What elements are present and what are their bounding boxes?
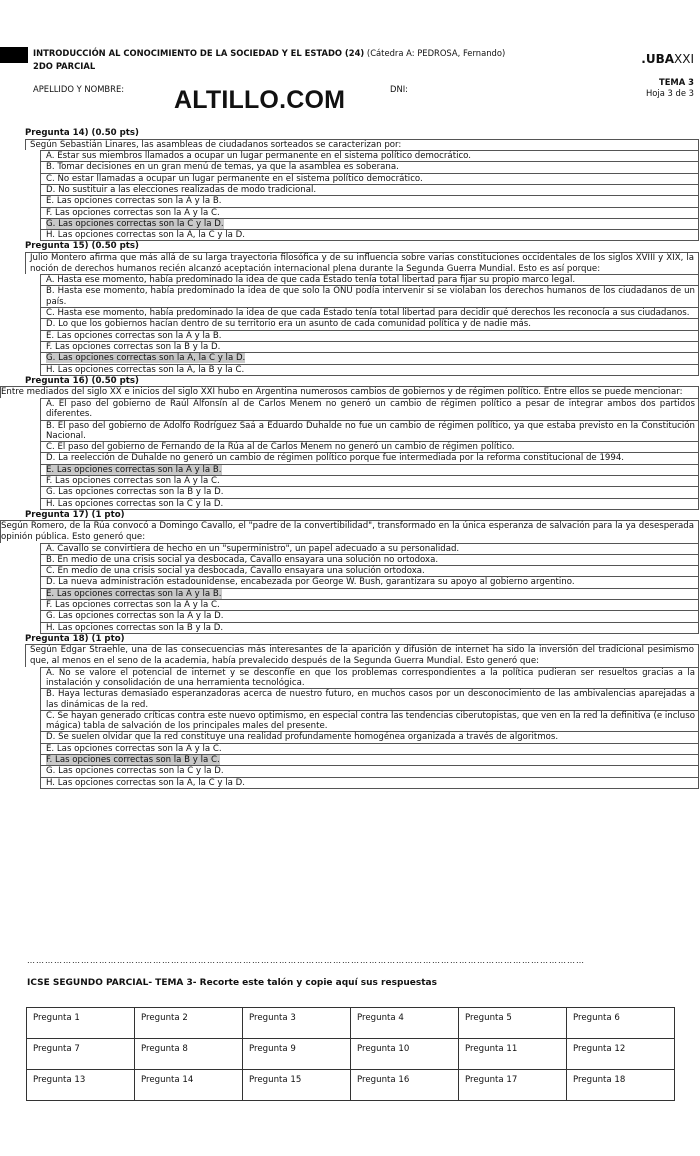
option-row <box>41 710 698 732</box>
option-text: H. Las opciones correctas son la C y la D. <box>46 498 224 509</box>
option-text: B. En medio de una crisis social ya desbocada, Cavallo ensayara una solución no ortodoxa. <box>46 554 439 565</box>
option-text: D. Lo que los gobiernos hacían dentro de su territorio era un asunto de cada comunidad política y de nadie más. <box>46 319 531 330</box>
course-title: INTRODUCCIÓN AL CONOCIMIENTO DE LA SOCIEDAD Y EL ESTADO (24) <box>33 48 365 58</box>
dni-label: DNI: <box>390 84 409 94</box>
option-row <box>41 599 698 610</box>
option-text: C. En medio de una crisis social ya desbocada, Cavallo ensayara una solución ortodoxa. <box>46 566 425 577</box>
option-row <box>41 352 698 363</box>
option-text: E. Las opciones correctas son la A y la C. <box>46 743 222 754</box>
question-text: Julio Montero afirma que más allá de su larga trayectoria filosófica y de su influencia sobre varias constituciones occidentales de los siglos XVIII y XIX, la noción de derechos humanos recién alcanzó aceptación internacional plena durante la Segunda Guerra Mundial. Esto es así porque: <box>25 252 699 274</box>
options-list <box>40 274 699 376</box>
answer-cell[interactable]: Pregunta 1 <box>27 1008 135 1039</box>
name-label: APELLIDO Y NOMBRE: <box>33 84 125 94</box>
option-row <box>41 218 698 229</box>
option-text: D. No sustituir a las elecciones realizadas de modo tradicional. <box>46 184 317 195</box>
option-text: G. Las opciones correctas son la C y la D. <box>46 766 224 777</box>
question-text: Según Romero, de la Rúa convocó a Domingo Cavallo, el "padre de la convertibilidad", transformado en la única esperanza de salvación para la ya desesperada opinión pública. Esto generó que: <box>0 520 699 542</box>
option-row <box>41 441 698 452</box>
option-row <box>41 576 698 587</box>
option-row <box>41 667 698 689</box>
option-row <box>41 498 698 510</box>
option-text: F. Las opciones correctas son la A y la C. <box>46 476 220 486</box>
answer-cell[interactable]: Pregunta 7 <box>27 1039 135 1070</box>
option-row <box>41 173 698 184</box>
option-text-highlighted: G. Las opciones correctas son la C y la D. <box>46 218 224 229</box>
option-row <box>41 207 698 218</box>
option-row <box>41 330 698 341</box>
option-text: D. La reelección de Duhalde no generó un cambio de régimen político porque fue intermediada por la reforma constitucional de 1994. <box>46 453 625 464</box>
option-row <box>41 554 698 565</box>
answer-cell[interactable]: Pregunta 2 <box>135 1008 243 1039</box>
option-row <box>41 420 698 442</box>
option-row <box>41 486 698 497</box>
option-row <box>41 161 698 172</box>
option-text-highlighted: F. Las opciones correctas son la B y la C. <box>46 755 220 766</box>
option-text: B. Tomar decisiones en un gran menú de temas, ya que la asamblea es soberana. <box>46 162 399 173</box>
option-row <box>41 731 698 742</box>
option-text: D. Se suelen olvidar que la red constituye una realidad profundamente homogénea organizada a través de algoritmos. <box>46 732 559 743</box>
question-text: Según Sebastián Linares, las asambleas de ciudadanos sorteados se caracterizan por: <box>25 139 699 151</box>
option-row <box>41 688 698 710</box>
option-text: E. Las opciones correctas son la A y la B. <box>46 196 222 207</box>
answer-cell[interactable]: Pregunta 17 <box>459 1070 567 1101</box>
question-text: Según Edgar Straehle, una de las consecuencias más interesantes de la aparición y difusión de internet ha sido la inversión del tradicional pesimismo que, al menos en el seno de la academia, había prevalecido después de la Segunda Guerra Mundial. Esto generó que: <box>25 644 699 666</box>
option-row <box>41 777 698 789</box>
exam-name: 2DO PARCIAL <box>33 61 96 71</box>
answer-cell[interactable]: Pregunta 14 <box>135 1070 243 1101</box>
option-row <box>41 622 698 634</box>
option-row <box>41 274 698 285</box>
option-text-highlighted: E. Las opciones correctas son la A y la B. <box>46 588 222 599</box>
option-text: C. Se hayan generado críticas contra este nuevo optimismo, en especial contra las tendencias ciberutopistas, que ven en la red la definitiva (e incluso mágica) tabla de salvación de los principales males del presente. <box>46 710 695 732</box>
option-text-highlighted: G. Las opciones correctas son la A, la C y la D. <box>46 353 246 364</box>
option-text: A. El paso del gobierno de Raúl Alfonsín al de Carlos Menem no generó un cambio de régimen político a pesar de integrar ambos dos partidos diferentes. <box>46 398 695 420</box>
option-row <box>41 229 698 241</box>
answer-cell[interactable]: Pregunta 4 <box>351 1008 459 1039</box>
option-row <box>41 364 698 376</box>
tema-label: TEMA 3 <box>659 77 694 87</box>
options-list <box>40 667 699 789</box>
option-text: F. Las opciones correctas son la B y la D. <box>46 341 221 352</box>
option-text: B. Haya lecturas demasiado esperanzadoras acerca de nuestro futuro, en muchos casos por un desconocimiento de las ambivalencias aparejadas a las dinámicas de la red. <box>46 689 695 710</box>
option-row <box>41 610 698 621</box>
option-text: A. No se valore el potencial de internet y se desconfíe en que los problemas correspondientes a la política pudieran ser resueltos gracias a la instalación y consolidación de una herramienta tecnológica. <box>46 667 695 688</box>
watermark-logo: ALTILLO.COM <box>174 86 346 114</box>
option-row <box>41 318 698 329</box>
option-text: H. Las opciones correctas son la A, la B y la C. <box>46 364 245 375</box>
option-text: H. Las opciones correctas son la A, la C y la D. <box>46 777 245 788</box>
option-text: F. Las opciones correctas son la A y la C. <box>46 207 220 218</box>
option-text: F. Las opciones correctas son la A y la C. <box>46 600 220 611</box>
answer-grid-row <box>27 1039 675 1070</box>
answer-cell[interactable]: Pregunta 10 <box>351 1039 459 1070</box>
option-row <box>41 398 698 420</box>
option-text: A. Cavallo se convirtiera de hecho en un "superministro", un papel adecuado a su personalidad. <box>46 543 460 554</box>
options-list <box>40 543 699 634</box>
option-row <box>41 475 698 486</box>
options-list <box>40 398 699 510</box>
option-text: A. Estar sus miembros llamados a ocupar un lugar permanente en el sistema político democrático. <box>46 151 472 162</box>
option-text: B. Hasta ese momento, había predominado la idea de que solo la ONU podía intervenir si se violaban los derechos humanos de los ciudadanos de un país. <box>46 286 695 307</box>
cut-title: ICSE SEGUNDO PARCIAL- TEMA 3- Recorte este talón y copie aquí sus respuestas <box>27 978 437 988</box>
question-title: Pregunta 18) (1 pto) <box>25 633 125 644</box>
option-text: C. Hasta ese momento, había predominado la idea de que cada Estado tenía total libertad para decidir qué derechos les reconocía a sus ciudadanos. <box>46 308 690 319</box>
answer-cell[interactable]: Pregunta 16 <box>351 1070 459 1101</box>
answer-cell[interactable]: Pregunta 12 <box>567 1039 675 1070</box>
option-text: C. No estar llamadas a ocupar un lugar permanente en el sistema político democrático. <box>46 173 423 184</box>
option-row <box>41 285 698 307</box>
option-row <box>41 150 698 161</box>
option-text: H. Las opciones correctas son la B y la D. <box>46 622 224 633</box>
cut-line: …………………………………………………………………………………………………………………………………………………………………… <box>27 956 585 965</box>
answer-cell[interactable]: Pregunta 18 <box>567 1070 675 1101</box>
answer-cell[interactable]: Pregunta 13 <box>27 1070 135 1101</box>
black-margin-mark <box>0 47 28 63</box>
question-title: Pregunta 16) (0.50 pts) <box>25 375 139 386</box>
option-text: B. El paso del gobierno de Adolfo Rodríguez Saá a Eduardo Duhalde no fue un cambio de régimen político, ya que estaba previsto en la Constitución Nacional. <box>46 420 695 441</box>
uba-logo <box>641 52 694 66</box>
question-title: Pregunta 15) (0.50 pts) <box>25 241 139 252</box>
option-text: G. Las opciones correctas son la A y la D. <box>46 611 224 622</box>
option-row <box>41 743 698 754</box>
option-row <box>41 307 698 318</box>
questions-section <box>1 128 699 789</box>
option-row <box>41 765 698 776</box>
option-row <box>41 588 698 599</box>
option-text: G. Las opciones correctas son la B y la D. <box>46 487 224 498</box>
question-title: Pregunta 17) (1 pto) <box>25 509 125 520</box>
question-title: Pregunta 14) (0.50 pts) <box>25 128 139 138</box>
option-text: C. El paso del gobierno de Fernando de la Rúa al de Carlos Menem no generó un cambio de régimen político. <box>46 442 515 453</box>
answer-cell[interactable]: Pregunta 5 <box>459 1008 567 1039</box>
option-text: D. La nueva administración estadounidense, encabezada por George W. Bush, garantizara su apoyo al gobierno argentino. <box>46 577 575 588</box>
option-text: H. Las opciones correctas son la A, la C y la D. <box>46 230 245 241</box>
page-count: Hoja 3 de 3 <box>646 88 694 98</box>
answer-cell[interactable]: Pregunta 3 <box>243 1008 351 1039</box>
chair-name: (Cátedra A: PEDROSA, Fernando) <box>366 48 506 58</box>
question-text: Entre mediados del siglo XX e inicios del siglo XXI hubo en Argentina numerosos cambios de gobiernos y de régimen político. Entre ellos se puede mencionar: <box>0 386 699 398</box>
answer-cell[interactable]: Pregunta 6 <box>567 1008 675 1039</box>
option-text: A. Hasta ese momento, había predominado la idea de que cada Estado tenía total libertad para fijar su propio marco legal. <box>46 275 576 286</box>
answer-grid <box>26 1007 675 1101</box>
option-row <box>41 464 698 475</box>
options-list <box>40 150 699 241</box>
option-row <box>41 452 698 463</box>
option-row <box>41 565 698 576</box>
exam-header <box>33 47 505 73</box>
answer-cell[interactable]: Pregunta 9 <box>243 1039 351 1070</box>
option-row <box>41 543 698 554</box>
tema-block <box>646 77 694 99</box>
option-text-highlighted: E. Las opciones correctas son la A y la B. <box>46 464 222 475</box>
option-text: E. Las opciones correctas son la A y la B. <box>46 330 222 341</box>
answer-grid-row <box>27 1070 675 1101</box>
option-row <box>41 341 698 352</box>
answer-grid-row <box>27 1008 675 1039</box>
option-row <box>41 195 698 206</box>
answer-cell[interactable]: Pregunta 8 <box>135 1039 243 1070</box>
option-row <box>41 184 698 195</box>
option-row <box>41 754 698 765</box>
uba-logo-light: XXI <box>674 52 694 66</box>
uba-logo-bold: .UBA <box>641 52 675 66</box>
answer-cell[interactable]: Pregunta 15 <box>243 1070 351 1101</box>
answer-cell[interactable]: Pregunta 11 <box>459 1039 567 1070</box>
